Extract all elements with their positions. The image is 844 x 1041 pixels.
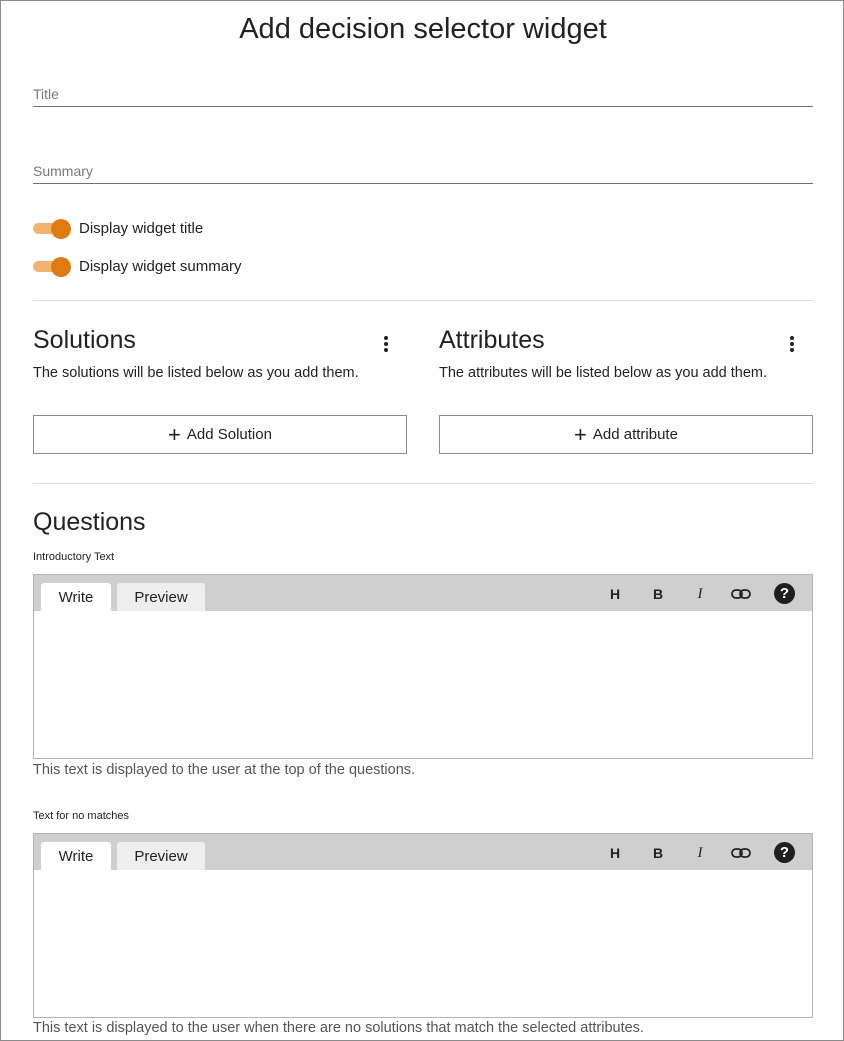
plus-icon: + (574, 421, 587, 447)
no-matches-text-help: This text is displayed to the user when there are no solutions that match the selected attributes. (33, 1020, 644, 1036)
editor-toolbar (34, 834, 812, 870)
divider (33, 300, 813, 301)
help-icon[interactable]: ? (774, 842, 795, 863)
solutions-heading: Solutions (33, 326, 136, 354)
introductory-text-input[interactable] (34, 611, 812, 758)
page-title: Add decision selector widget (239, 13, 607, 45)
heading-button[interactable]: H (609, 845, 621, 861)
add-solution-label: Add Solution (186, 426, 272, 443)
help-icon[interactable]: ? (774, 583, 795, 604)
introductory-text-editor (33, 574, 813, 759)
tab-preview[interactable]: Preview (117, 842, 205, 870)
add-attribute-label: Add attribute (592, 426, 678, 443)
tab-write[interactable]: Write (41, 583, 111, 611)
display-summary-label: Display widget summary (79, 257, 242, 275)
attributes-heading: Attributes (439, 326, 545, 354)
questions-heading: Questions (33, 508, 146, 536)
display-summary-toggle[interactable] (33, 257, 71, 275)
bold-button[interactable]: B (652, 586, 664, 602)
divider (33, 483, 813, 484)
summary-input[interactable] (33, 163, 813, 179)
tab-write[interactable]: Write (41, 842, 111, 870)
editor-toolbar (34, 575, 812, 611)
summary-field[interactable] (33, 148, 813, 184)
introductory-text-help: This text is displayed to the user at the top of the questions. (33, 762, 416, 778)
solutions-description: The solutions will be listed below as you add them. (33, 365, 359, 381)
link-icon-svg (731, 847, 751, 859)
display-title-label: Display widget title (79, 219, 204, 237)
bold-button[interactable]: B (652, 845, 664, 861)
no-matches-text-editor (33, 833, 813, 1018)
link-icon-svg (731, 588, 751, 600)
plus-icon: + (168, 421, 181, 447)
link-icon[interactable] (731, 843, 751, 863)
title-field[interactable] (33, 71, 813, 107)
add-solution-button[interactable] (33, 415, 407, 454)
toggle-knob (51, 257, 71, 277)
no-matches-text-label: Text for no matches (33, 810, 129, 822)
link-icon[interactable] (731, 584, 751, 604)
title-input[interactable] (33, 86, 813, 102)
solutions-more-icon[interactable] (379, 334, 393, 354)
italic-button[interactable]: I (697, 844, 703, 861)
toggle-knob (51, 219, 71, 239)
display-summary-toggle-row[interactable] (33, 255, 242, 277)
introductory-text-label: Introductory Text (33, 551, 115, 563)
attributes-description: The attributes will be listed below as you add them. (439, 365, 768, 381)
display-title-toggle-row[interactable] (33, 217, 203, 239)
heading-button[interactable]: H (609, 586, 621, 602)
add-attribute-button[interactable] (439, 415, 813, 454)
display-title-toggle[interactable] (33, 219, 71, 237)
no-matches-text-input[interactable] (34, 870, 812, 1017)
italic-button[interactable]: I (697, 585, 703, 602)
attributes-more-icon[interactable] (785, 334, 799, 354)
tab-preview[interactable]: Preview (117, 583, 205, 611)
